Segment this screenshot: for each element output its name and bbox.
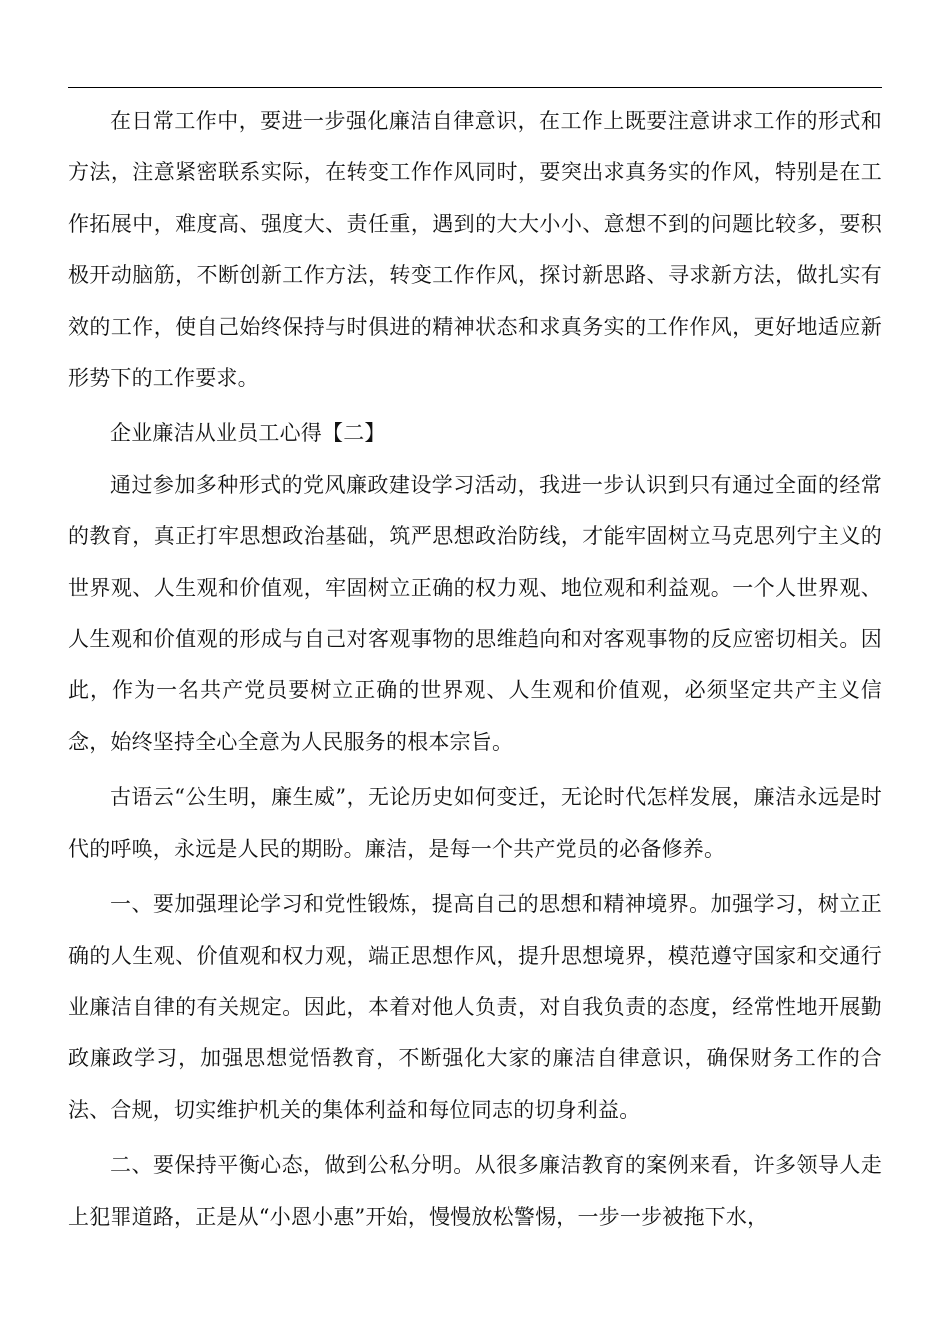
- paragraph-study-activities: 通过参加多种形式的党风廉政建设学习活动，我进一步认识到只有通过全面的经常的教育，真正打牢思想政治基础，筑严思想政治防线，才能牢固树立马克思列宁主义的世界观、人生观和价值观，牢固树立正确的权力观、地位观和利益观。一个人世界观、人生观和价值观的形成与自己对客观事物的思维趋向和对客观事物的反应密切相关。因此，作为一名共产党员要树立正确的世界观、人生观和价值观，必须坚定共产主义信念，始终坚持全心全意为人民服务的根本宗旨。: [68, 472, 882, 754]
- paragraph-ancient-saying: 古语云“公生明，廉生威”，无论历史如何变迁，无论时代怎样发展，廉洁永远是时代的呼唤，永远是人民的期盼。廉洁，是每一个共产党员的必备修养。: [68, 785, 882, 861]
- document-body: [68, 96, 882, 1243]
- section-heading: 企业廉洁从业员工心得【二】: [110, 421, 386, 446]
- header-rule: [68, 87, 882, 88]
- paragraph-point-one: 一、要加强理论学习和党性锻炼，提高自己的思想和精神境界。加强学习，树立正确的人生观、价值观和权力观，端正思想作风，提升思想境界，模范遵守国家和交通行业廉洁自律的有关规定。因此，本着对他人负责，对自我负责的态度，经常性地开展勤政廉政学习，加强思想觉悟教育，不断强化大家的廉洁自律意识，确保财务工作的合法、合规，切实维护机关的集体利益和每位同志的切身利益。: [68, 892, 882, 1122]
- paragraph-point-two: 二、要保持平衡心态，做到公私分明。从很多廉洁教育的案例来看，许多领导人走上犯罪道路，正是从“小恩小惠”开始，慢慢放松警惕，一步一步被拖下水，: [68, 1153, 882, 1229]
- paragraph-work-style: 在日常工作中，要进一步强化廉洁自律意识，在工作上既要注意讲求工作的形式和方法，注意紧密联系实际，在转变工作作风同时，要突出求真务实的作风，特别是在工作拓展中，难度高、强度大、责任重，遇到的大大小小、意想不到的问题比较多，要积极开动脑筋，不断创新工作方法，转变工作作风，探讨新思路、寻求新方法，做扎实有效的工作，使自己始终保持与时俱进的精神状态和求真务实的工作作风，更好地适应新形势下的工作要求。: [68, 109, 882, 391]
